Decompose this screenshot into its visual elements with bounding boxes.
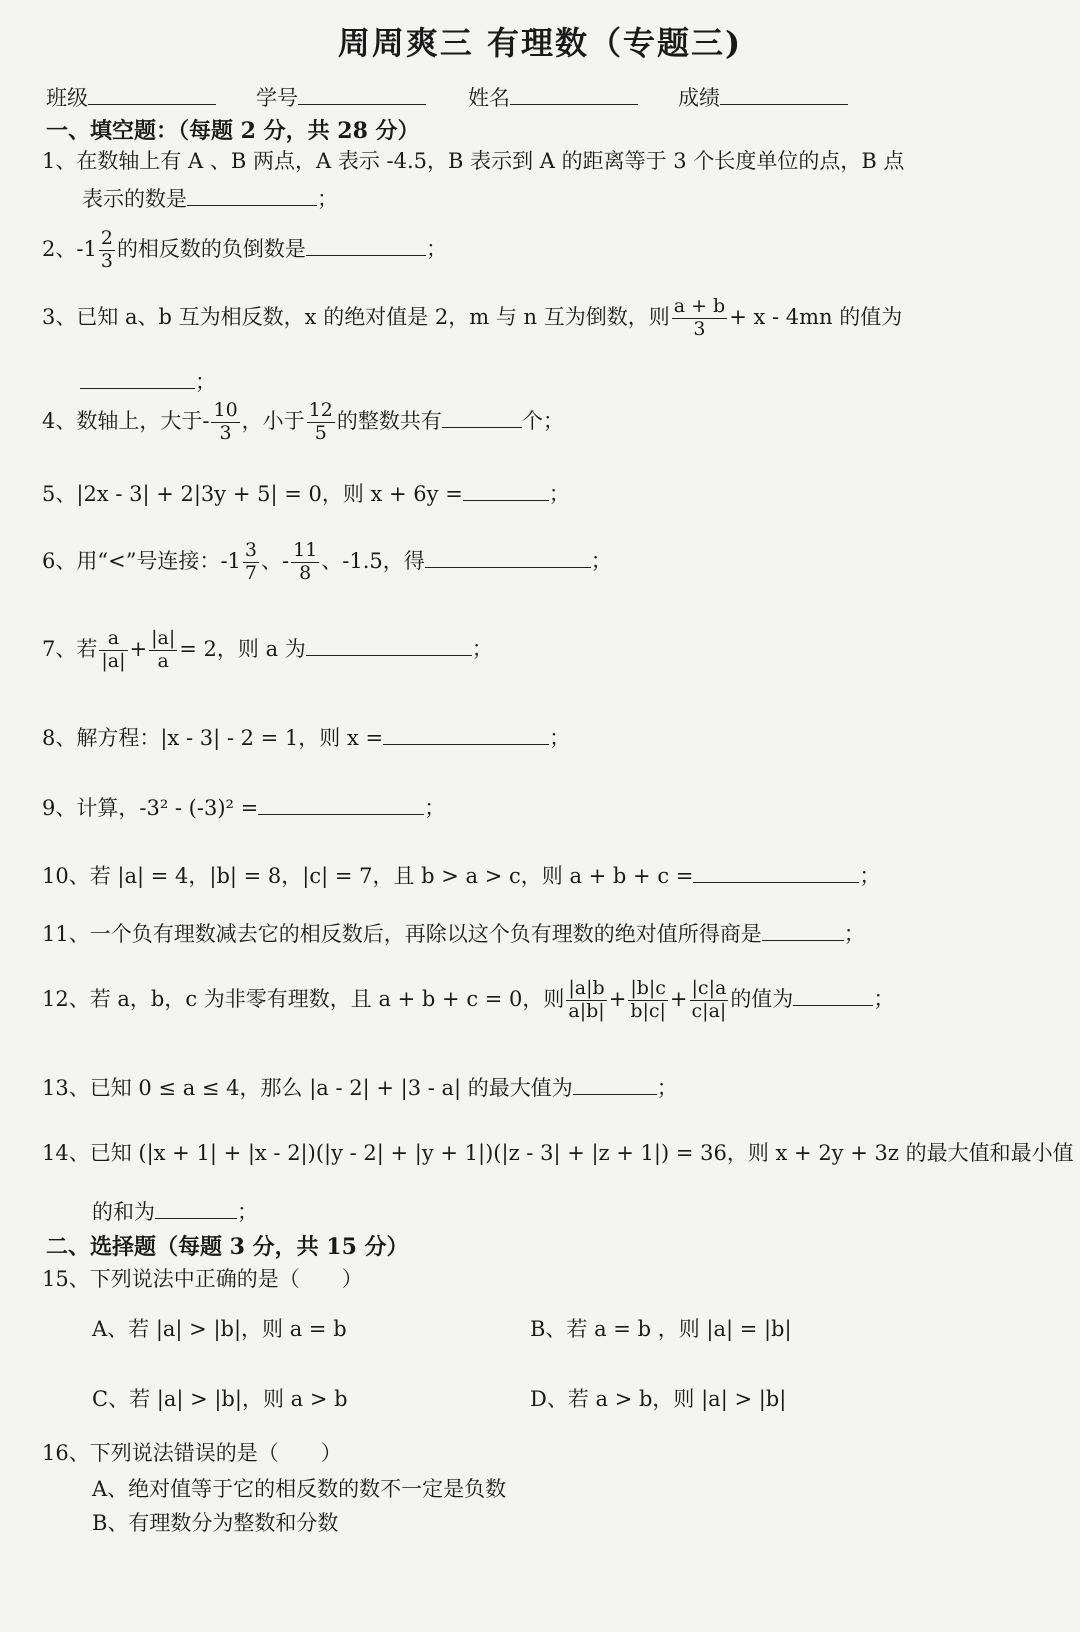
question-3-answer-line: ；: [80, 366, 216, 396]
question-1-line2: 表示的数是 ；: [82, 183, 338, 213]
section-choice-heading: 二、选择题（每题 3 分，共 15 分）: [46, 1234, 409, 1260]
question-7: 7、若 $\frac{a}{|a|}$ + $\frac{|a|}{a}$ = 2，则 a 为 ；: [42, 627, 493, 672]
question-5: 5、|2x - 3| + 2|3y + 5| = 0，则 x + 6y = ；: [42, 478, 570, 508]
question-10: 10、若 |a| = 4，|b| = 8，|c| = 7，且 b > a > c，则 a + b + c = ；: [42, 860, 880, 890]
question-16-option-b: B、有理数分为整数和分数: [92, 1511, 339, 1535]
question-1-line1: 1、在数轴上有 A 、B 两点，A 表示 -4.5，B 表示到 A 的距离等于 3 个长度单位的点，B 点: [42, 149, 905, 173]
question-13: 13、已知 0 ≤ a ≤ 4，那么 |a - 2| + |3 - a| 的最大值为 ；: [42, 1072, 678, 1102]
fraction: $\frac{10}{3}$: [213, 399, 238, 444]
fraction: $\frac{12}{5}$: [308, 399, 333, 444]
section-fill-in-heading: 一、填空题：（每题 2 分，共 28 分）: [46, 118, 420, 144]
fraction: $\frac{11}{8}$: [293, 539, 318, 584]
question-16-stem: 16、下列说法错误的是（ ）: [42, 1441, 342, 1465]
fraction: $\frac{3}{7}$: [244, 539, 257, 584]
question-15-option-c: C、若 |a| > |b|，则 a > b: [92, 1387, 348, 1411]
class-field: 班级: [46, 82, 216, 112]
fraction: $\frac{|a|}{a}$: [151, 627, 176, 672]
question-3: 3、已知 a、b 互为相反数，x 的绝对值是 2，m 与 n 互为倒数，则 $\frac{a + b}{3}$ + x - 4mn 的值为: [42, 295, 903, 340]
question-9: 9、计算，-3² - (-3)² = ；: [42, 792, 445, 822]
score-field: 成绩: [678, 82, 848, 112]
fraction: $\frac{|c|a}{c|a|}$: [691, 977, 727, 1022]
fraction: $\frac{a}{|a|}$: [101, 627, 126, 672]
question-16-option-a: A、绝对值等于它的相反数的数不一定是负数: [92, 1477, 507, 1501]
fraction: $\frac{|a|b}{a|b|}$: [568, 977, 605, 1022]
question-6: 6、用“<”号连接：-1 $\frac{3}{7}$ 、- $\frac{11}{8}$ 、-1.5，得 ；: [42, 539, 612, 584]
question-15-stem: 15、下列说法中正确的是（ ）: [42, 1267, 363, 1291]
name-field: 姓名: [468, 82, 638, 112]
student-id-field: 学号: [256, 82, 426, 112]
question-14-line2: 的和为 ；: [92, 1196, 258, 1226]
question-15-option-a: A、若 |a| > |b|，则 a = b: [92, 1317, 347, 1341]
question-8: 8、解方程：|x - 3| - 2 = 1，则 x = ；: [42, 722, 570, 752]
fraction: $\frac{2}{3}$: [100, 227, 113, 272]
question-15-option-d: D、若 a > b，则 |a| > |b|: [530, 1387, 787, 1411]
fraction: $\frac{|b|c}{b|c|}$: [630, 977, 666, 1022]
page-title: 周周爽三 有理数（专题三): [337, 24, 743, 62]
question-2: 2、-1 $\frac{2}{3}$ 的相反数的负倒数是 ；: [42, 227, 447, 272]
fraction: $\frac{a + b}{3}$: [673, 295, 726, 340]
question-4: 4、数轴上，大于- $\frac{10}{3}$ ，小于 $\frac{12}{5}$ 的整数共有 个；: [42, 399, 564, 444]
question-14-line1: 14、已知 (|x + 1| + |x - 2|)(|y - 2| + |y + 1|)(|z - 3| + |z + 1|) = 36，则 x + 2y + 3z 的最大值和最小值: [42, 1141, 1074, 1165]
question-15-option-b: B、若 a = b ，则 |a| = |b|: [530, 1317, 792, 1341]
question-12: 12、若 a，b，c 为非零有理数，且 a + b + c = 0，则 $\frac{|a|b}{a|b|}$ + $\frac{|b|c}{b|c|}$ + $\frac{|c|a}{c|a|}$ 的值为 ；: [42, 977, 895, 1022]
question-11: 11、一个负有理数减去它的相反数后，再除以这个负有理数的绝对值所得商是 ；: [42, 918, 865, 948]
